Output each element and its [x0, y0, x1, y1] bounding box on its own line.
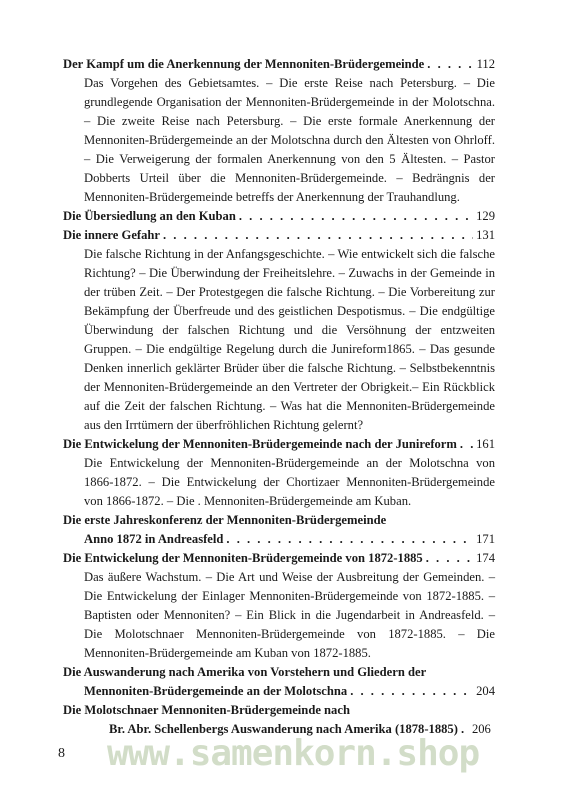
- toc-entry-page: 171: [476, 532, 495, 546]
- toc-entry-description: Das äußere Wachstum. – Die Art und Weise der Ausbreitung der Gemeinden. – Die Entwickelung der Einlager Mennoniten-Brüdergemeinde von 1872-1885. – Baptisten oder Mennoniten? – Ein Blick in die Jugendarbeit in Andreasfeld. – Die Molotschnaer Mennoniten-Brüdergemeinde von 1872-1885. – Die Mennoniten-Brüdergemeinde am Kuban von 1872-1885.: [84, 570, 495, 660]
- toc-entry-title: Die Molotschnaer Mennoniten-Brüdergemeinde nach: [63, 703, 350, 717]
- toc-entry: [63, 207, 495, 226]
- toc-entry-title-continued: Br. Abr. Schellenbergs Auswanderung nach Amerika (1878-1885): [109, 722, 458, 736]
- toc-entry: [63, 435, 495, 511]
- leader-dots: [226, 530, 473, 549]
- toc-entry-title-row: [63, 55, 495, 74]
- watermark: www.samenkorn.shop: [107, 733, 480, 774]
- toc-entry: [63, 55, 495, 207]
- page-number: 8: [58, 746, 65, 761]
- toc-entry-title-row: [63, 435, 495, 454]
- leader-dots: [239, 207, 473, 226]
- toc-entry-page: 204: [476, 684, 495, 698]
- toc-entry-title-continued: Mennoniten-Brüdergemeinde an der Molotschna: [84, 684, 348, 698]
- toc-entry-title-row: [63, 682, 495, 701]
- toc-entry-description: Die falsche Richtung in der Anfangsgeschichte. – Wie entwickelt sich die falsche Richtung? – Die Überwindung der Freiheitslehre. – Zuwachs in der Gemeinde in der trüben Zeit. – Der Protestgegen die falsche Richtung. – Die Vorbereitung zur Bekämpfung der Überfreude und des geistlichen Despotismus. – Die endgültige Überwindung der falschen Richtung und die Versöhnung der entzweiten Gruppen. – Die endgültige Regelung durch die Junireform1865. – Das gesunde Denken innerlich geklärter Brüder über die falsche Richtung. – Selbstbekenntnis der Mennoniten-Brüdergemeinde an den Vertreter der Obrigkeit.– Ein Rückblick auf die Zeit der falschen Richtung. – Was hat die Mennoniten-Brüdergemeinde aus den Irrtümern der überfröhlichen Richtung gelernt?: [84, 247, 495, 432]
- toc-entry-description: Die Entwickelung der Mennoniten-Brüdergemeinde an der Molotschna von 1866-1872. – Die Entwickelung der Chortizaer Mennoniten-Brüdergemeinde von 1866-1872. – Die . Mennoniten-Brüdergemeinde am Kuban.: [84, 456, 495, 508]
- toc-entry: [63, 549, 495, 663]
- toc-entry-title-row: [63, 207, 495, 226]
- toc-entry-title: Die Auswanderung nach Amerika von Vorstehern und Gliedern der: [63, 665, 427, 679]
- leader-dots: [427, 55, 473, 74]
- toc-entry-page: 129: [476, 209, 495, 223]
- toc-entry-title-row: [63, 530, 495, 549]
- toc-entry-title: Die innere Gefahr: [63, 228, 160, 242]
- toc-entry-title: Die Entwickelung der Mennoniten-Brüdergemeinde nach der Junireform: [63, 437, 457, 451]
- toc-entry-title: Der Kampf um die Anerkennung der Mennoniten-Brüdergemeinde: [63, 57, 425, 71]
- toc-entry-page: 206: [471, 722, 491, 736]
- leader-dots: [350, 682, 473, 701]
- leader-dots: [426, 549, 473, 568]
- leader-dots: [163, 226, 473, 245]
- toc-entry-title: Die Übersiedlung an den Kuban: [63, 209, 236, 223]
- toc-entry-title: Die Entwickelung der Mennoniten-Brüdergemeinde von 1872-1885: [63, 551, 423, 565]
- toc-entry: [63, 511, 495, 549]
- table-of-contents: [63, 55, 495, 739]
- toc-entry-title: Die erste Jahreskonferenz der Mennoniten-Brüdergemeinde: [63, 513, 387, 527]
- toc-entry: [63, 226, 495, 435]
- toc-entry-title-continued: Anno 1872 in Andreasfeld: [84, 532, 224, 546]
- toc-entry-title-row: [63, 226, 495, 245]
- toc-entry-title-row: [63, 549, 495, 568]
- toc-entry-page: 131: [476, 228, 495, 242]
- toc-entry-description: Das Vorgehen des Gebietsamtes. – Die erste Reise nach Petersburg. – Die grundlegende Organisation der Mennoniten-Brüdergemeinde in der Molotschna. – Die zweite Reise nach Petersburg. – Die erste formale Anerkennung der Mennoniten-Brüdergemeinde an der Molotschna durch den Ältesten von Ohrloff. – Die Verweigerung der formalen Anerkennung von den 5 Ältesten. – Pastor Dobberts Urteil über die Mennoniten-Brüdergemeinde. – Bedrängnis der Mennoniten-Brüdergemeinde betreffs der Anerkennung der Trauhandlung.: [84, 76, 495, 204]
- leader-dots: [460, 435, 473, 454]
- toc-entry: [63, 663, 495, 701]
- toc-entry-page: 112: [476, 57, 495, 71]
- toc-entry-page: 161: [476, 437, 495, 451]
- toc-entry-page: 174: [476, 551, 495, 565]
